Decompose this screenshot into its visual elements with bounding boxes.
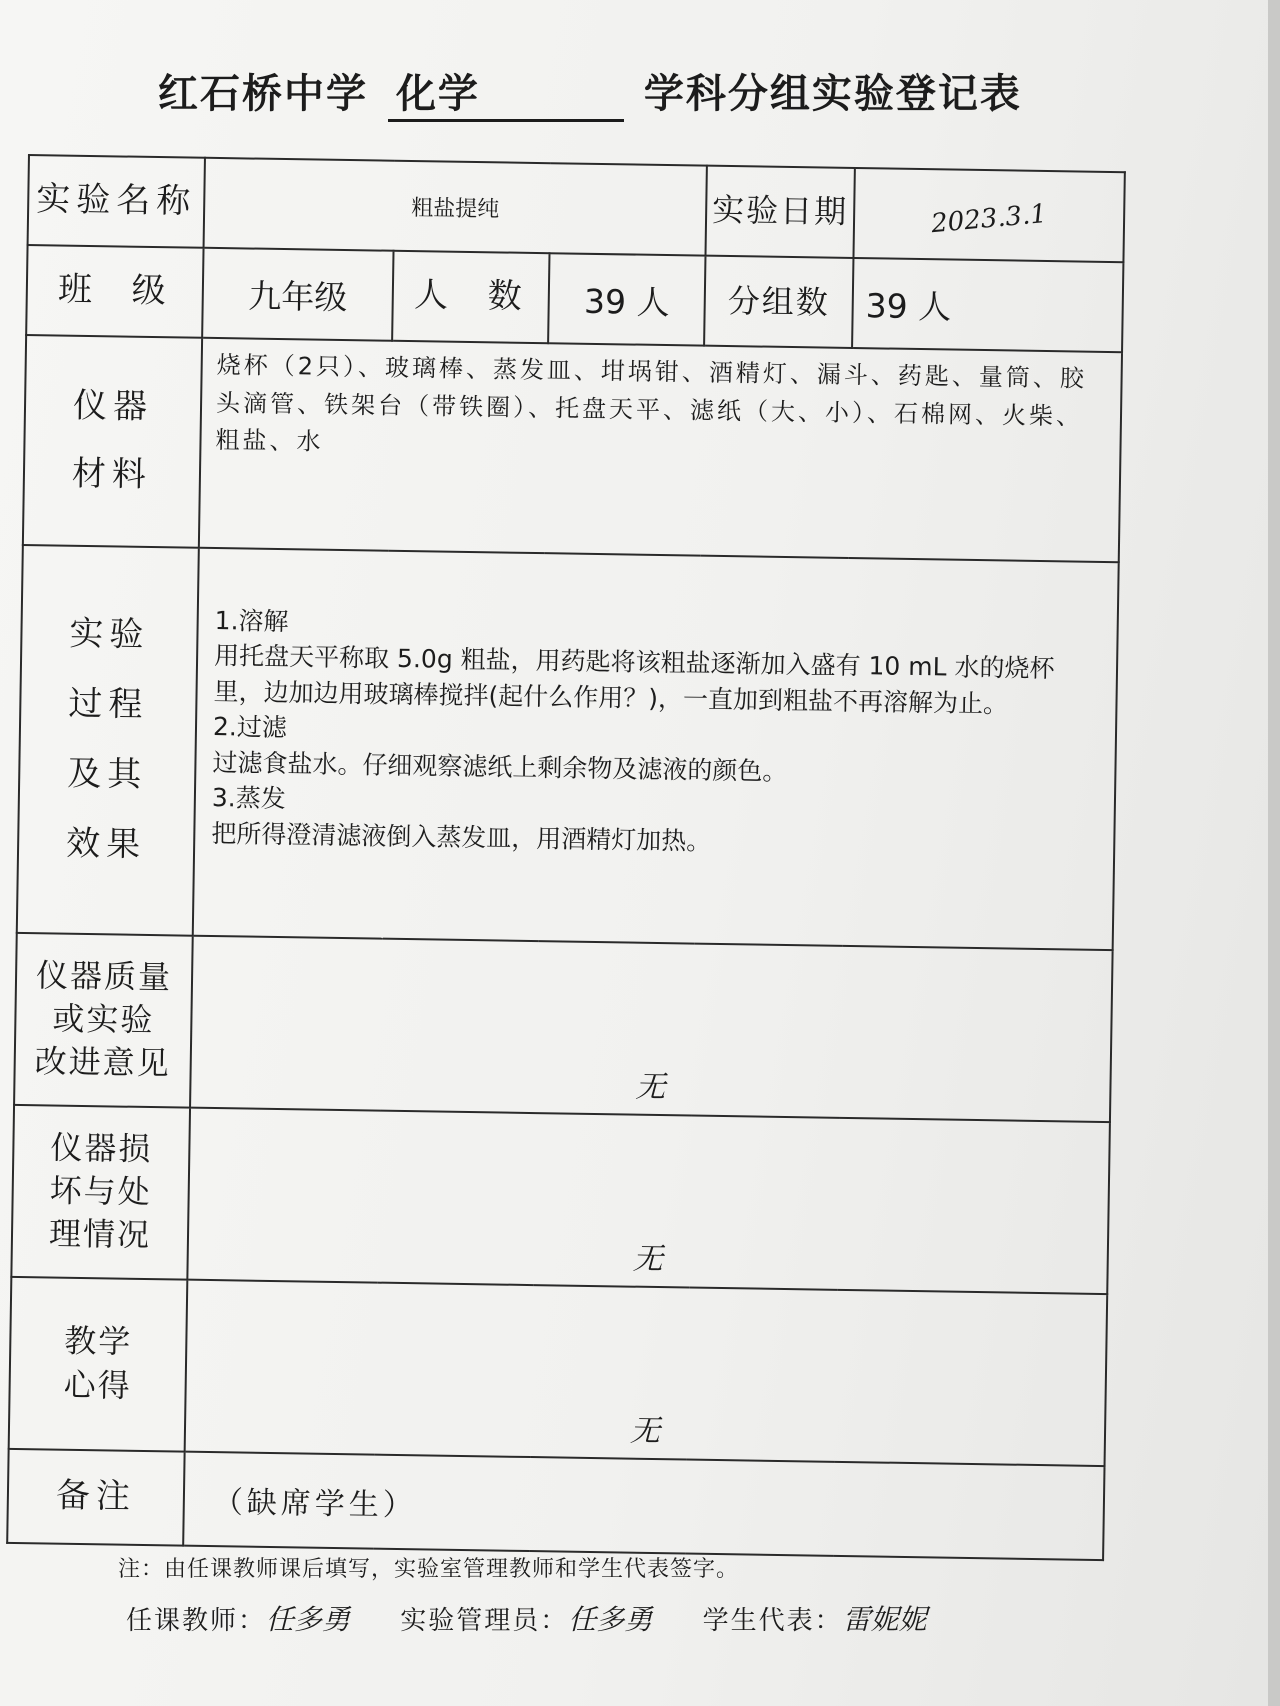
reflection-label-line: 心得 [63, 1365, 132, 1405]
step-title: 2.过滤 [212, 712, 288, 743]
title-suffix: 学科分组实验登记表 [643, 71, 1022, 117]
process-label-line: 效果 [65, 823, 147, 865]
experiment-name-value: 粗盐提纯 [204, 158, 707, 256]
process-label-line: 实验 [69, 613, 150, 656]
teacher-label: 任课教师： [126, 1606, 267, 1636]
equipment-label [23, 335, 202, 547]
teacher-sig: 任多勇 [266, 1603, 351, 1636]
admin-label: 实验管理员： [400, 1606, 569, 1636]
damage-label-line: 仪器损 [50, 1128, 153, 1169]
groups-label: 分组数 [704, 256, 853, 348]
admin-sig: 任多勇 [568, 1603, 653, 1636]
footer-note: 注：由任课教师课后填写，实验室管理教师和学生代表签字。 [118, 1557, 740, 1582]
student-label: 学生代表： [702, 1606, 843, 1636]
quality-label-line: 或实验 [52, 999, 155, 1040]
step-title: 1.溶解 [214, 605, 289, 637]
damage-value: 无 [632, 1241, 663, 1277]
signature-line [126, 1598, 1126, 1638]
step-title: 3.蒸发 [211, 783, 286, 814]
remarks-label: 备注 [7, 1448, 184, 1545]
experiment-name-label: 实验名称 [28, 155, 205, 248]
process-label-line: 及其 [66, 753, 148, 795]
class-value: 九年级 [202, 248, 393, 341]
quality-label-line: 改进意见 [34, 1042, 172, 1083]
row-reflection [9, 1277, 1108, 1466]
equipment-label-line2: 材料 [71, 453, 153, 496]
class-label: 班 级 [26, 245, 203, 338]
step-body: 把所得澄清滤液倒入蒸发皿，用酒精灯加热。 [211, 818, 712, 856]
damage-value-cell [187, 1107, 1110, 1293]
row-class-count [26, 245, 1123, 352]
page-title [158, 62, 1158, 122]
teacher-signature [126, 1598, 350, 1638]
student-sig: 雷妮妮 [842, 1603, 927, 1636]
process-label [17, 545, 199, 936]
damage-label [11, 1105, 190, 1280]
subject-field: 化学 [388, 62, 624, 122]
count-label: 人 数 [392, 251, 549, 344]
process-label-line: 过程 [68, 683, 149, 725]
admin-signature [400, 1598, 652, 1638]
quality-value: 无 [635, 1069, 666, 1105]
row-damage [11, 1105, 1110, 1294]
step-body: 过滤食盐水。仔细观察滤纸上剩余物及滤液的颜色。 [212, 747, 788, 786]
count-value: 39 人 [548, 253, 705, 346]
damage-label-line: 坏与处 [49, 1171, 153, 1212]
experiment-date-label: 实验日期 [706, 166, 855, 258]
equipment-label-line1: 仪器 [72, 385, 154, 428]
quality-label-line: 仪器质量 [35, 956, 173, 997]
damage-label-line: 理情况 [48, 1214, 152, 1255]
reflection-value-cell [185, 1279, 1108, 1465]
equipment-text: 烧杯（2只）、玻璃棒、蒸发皿、坩埚钳、酒精灯、漏斗、药匙、量筒、胶头滴管、铁架台（带铁圈）、托盘天平、滤纸（大、小）、石棉网、火柴、粗盐、水 [199, 338, 1122, 562]
remarks-value: （缺席学生） [183, 1451, 1104, 1560]
row-name-date [28, 155, 1125, 262]
row-equipment [23, 335, 1122, 562]
row-quality [14, 933, 1113, 1122]
experiment-date-cell [853, 168, 1124, 262]
student-signature [703, 1598, 927, 1638]
groups-value: 39 人 [852, 258, 1123, 352]
experiment-date-value: 2023.3.1 [930, 198, 1049, 239]
quality-value-cell [190, 936, 1113, 1122]
reflection-label-line: 教学 [64, 1322, 133, 1362]
row-remarks [7, 1448, 1104, 1560]
paper-edge [1268, 0, 1280, 1706]
step-body: 用托盘天平称取 5.0g 粗盐，用药匙将该粗盐逐渐加入盛有 10 mL 水的烧杯里，边加边用玻璃棒搅拌(起什么作用？)，一直加到粗盐不再溶解为止。 [213, 641, 1055, 719]
school-name: 红石桥中学 [158, 71, 368, 117]
row-process [17, 545, 1119, 950]
reflection-value: 无 [629, 1413, 661, 1449]
quality-label [14, 933, 193, 1108]
reflection-label [9, 1277, 188, 1452]
process-content [193, 548, 1119, 950]
registration-table [6, 154, 1126, 1561]
